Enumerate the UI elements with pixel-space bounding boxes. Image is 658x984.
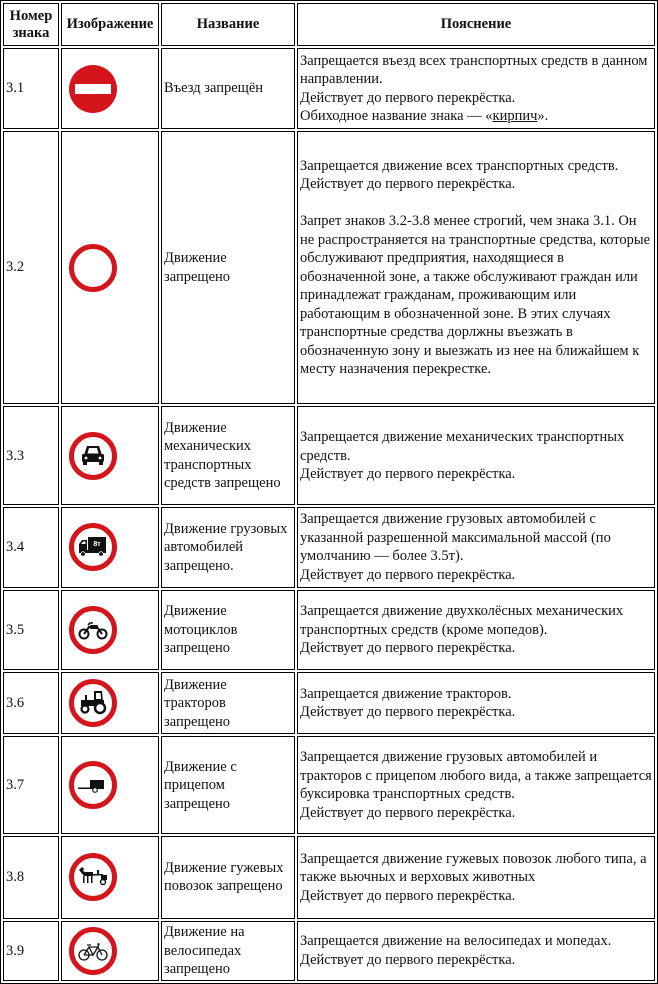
description-text: Запрещается движение грузовых автомобилей и тракторов с прицепом любого вида, а также запрещается буксировка транспортных средств. <box>300 749 652 803</box>
description-scope: Действует до первого перекрёстка. <box>300 466 516 483</box>
sign-number: 3.2 <box>3 131 59 405</box>
sign-number: 3.4 <box>3 507 59 588</box>
sign-name: Въезд запрещён <box>161 48 295 129</box>
sign-description <box>297 672 655 734</box>
sign-name: Движение с прицепом запрещено <box>161 736 295 834</box>
sign-description <box>297 836 655 919</box>
sign-name: Движение тракторов запрещено <box>161 672 295 734</box>
sign-description <box>297 590 655 671</box>
sign-description <box>297 48 655 129</box>
no-horse-carts-sign-icon <box>68 852 118 902</box>
sign-name: Движение на велосипедах запрещено <box>161 921 295 981</box>
sign-image-cell <box>61 736 159 834</box>
sign-image-cell <box>61 131 159 405</box>
truck-weight-label: 8т <box>93 541 101 549</box>
sign-image-cell <box>61 507 159 588</box>
sign-image-cell <box>61 406 159 505</box>
table-row <box>3 48 655 129</box>
sign-description <box>297 736 655 834</box>
sign-description <box>297 507 655 588</box>
table-header-row <box>3 3 655 46</box>
sign-name: Движение механических транспортных средств запрещено <box>161 406 295 505</box>
table-row <box>3 672 655 734</box>
kirpich-link[interactable]: кирпич <box>492 108 538 125</box>
description-scope: Действует до первого перекрёстка. <box>300 704 516 721</box>
sign-image-cell <box>61 836 159 919</box>
sign-name: Движение мотоциклов запрещено <box>161 590 295 671</box>
sign-number: 3.9 <box>3 921 59 981</box>
description-text: Запрещается движение механических транспортных средств. <box>300 429 625 464</box>
header-description: Пояснение <box>297 3 655 46</box>
header-image: Изображение <box>61 3 159 46</box>
no-tractors-sign-icon <box>68 678 118 728</box>
nickname-prefix: Обиходное название знака — « <box>300 108 493 125</box>
sign-description <box>297 406 655 505</box>
no-motor-vehicles-sign-icon <box>68 431 118 481</box>
table-row <box>3 590 655 671</box>
no-bicycles-sign-icon <box>68 926 118 976</box>
description-text: Запрещается въезд всех транспортных средств в данном направлении. <box>300 52 648 88</box>
description-scope: Действует до первого перекрёстка. <box>300 951 516 968</box>
sign-image-cell <box>61 672 159 734</box>
table-row <box>3 921 655 981</box>
description-text: Запрещается движение гужевых повозок любого типа, а также вьючных и верховых животных <box>300 850 647 886</box>
sign-number: 3.6 <box>3 672 59 734</box>
description-text: Запрещается движение грузовых автомобилей с указанной разрешенной максимальной массой (по умолчанию — более 3.5т). <box>300 511 611 565</box>
no-vehicles-sign-icon <box>68 243 118 293</box>
table-row <box>3 507 655 588</box>
sign-image-cell <box>61 590 159 671</box>
table-row <box>3 836 655 919</box>
header-number: Номер знака <box>3 3 59 46</box>
paragraph-gap <box>300 194 652 213</box>
description-nickname <box>300 107 652 126</box>
header-name: Название <box>161 3 295 46</box>
sign-image-cell <box>61 48 159 129</box>
sign-description <box>297 921 655 981</box>
no-entry-sign-icon <box>68 64 118 114</box>
sign-number: 3.3 <box>3 406 59 505</box>
sign-description <box>297 131 655 405</box>
sign-number: 3.8 <box>3 836 59 919</box>
description-scope: Действует до первого перекрёстка. <box>300 566 516 583</box>
description-scope: Действует до первого перекрёстка. <box>300 640 516 657</box>
description-text: Запрещается движение на велосипедах и мопедах. <box>300 933 612 950</box>
sign-number: 3.1 <box>3 48 59 129</box>
description-note: Запрет знаков 3.2-3.8 менее строгий, чем знака 3.1. Он не распространяется на транспортные средства, которые обслуживают предприятия, находящиеся в обозначенной зоне, а также обслуживают граждан или принадлежат гражданам, проживающим или работающим в обозначенной зоне. В этих случаях транспортные средства дорлжны въезжать в обозначенную зону и выезжать из нее на ближайшем к месту назначения перекрестке. <box>300 213 651 378</box>
description-text: Запрещается движение тракторов. <box>300 685 512 702</box>
description-scope: Действует до первого перекрёстка. <box>300 89 516 106</box>
sign-number: 3.5 <box>3 590 59 671</box>
no-trucks-sign-icon <box>68 522 118 572</box>
table-row <box>3 736 655 834</box>
sign-number: 3.7 <box>3 736 59 834</box>
description-scope: Действует до первого перекрёстка. <box>300 804 516 821</box>
sign-name: Движение запрещено <box>161 131 295 405</box>
no-trailer-sign-icon <box>68 760 118 810</box>
nickname-suffix: ». <box>537 108 549 125</box>
table-row <box>3 131 655 405</box>
sign-name: Движение грузовых автомобилей запрещено. <box>161 507 295 588</box>
sign-image-cell <box>61 921 159 981</box>
description-text: Запрещается движение двухколёсных механических транспортных средств (кроме мопедов). <box>300 603 624 638</box>
sign-name: Движение гужевых повозок запрещено <box>161 836 295 919</box>
no-motorcycles-sign-icon <box>68 605 118 655</box>
description-text: Запрещается движение всех транспортных средств. <box>300 157 619 174</box>
description-scope: Действует до первого перекрёстка. <box>300 887 516 904</box>
table-row <box>3 406 655 505</box>
description-scope: Действует до первого перекрёстка. <box>300 176 516 193</box>
